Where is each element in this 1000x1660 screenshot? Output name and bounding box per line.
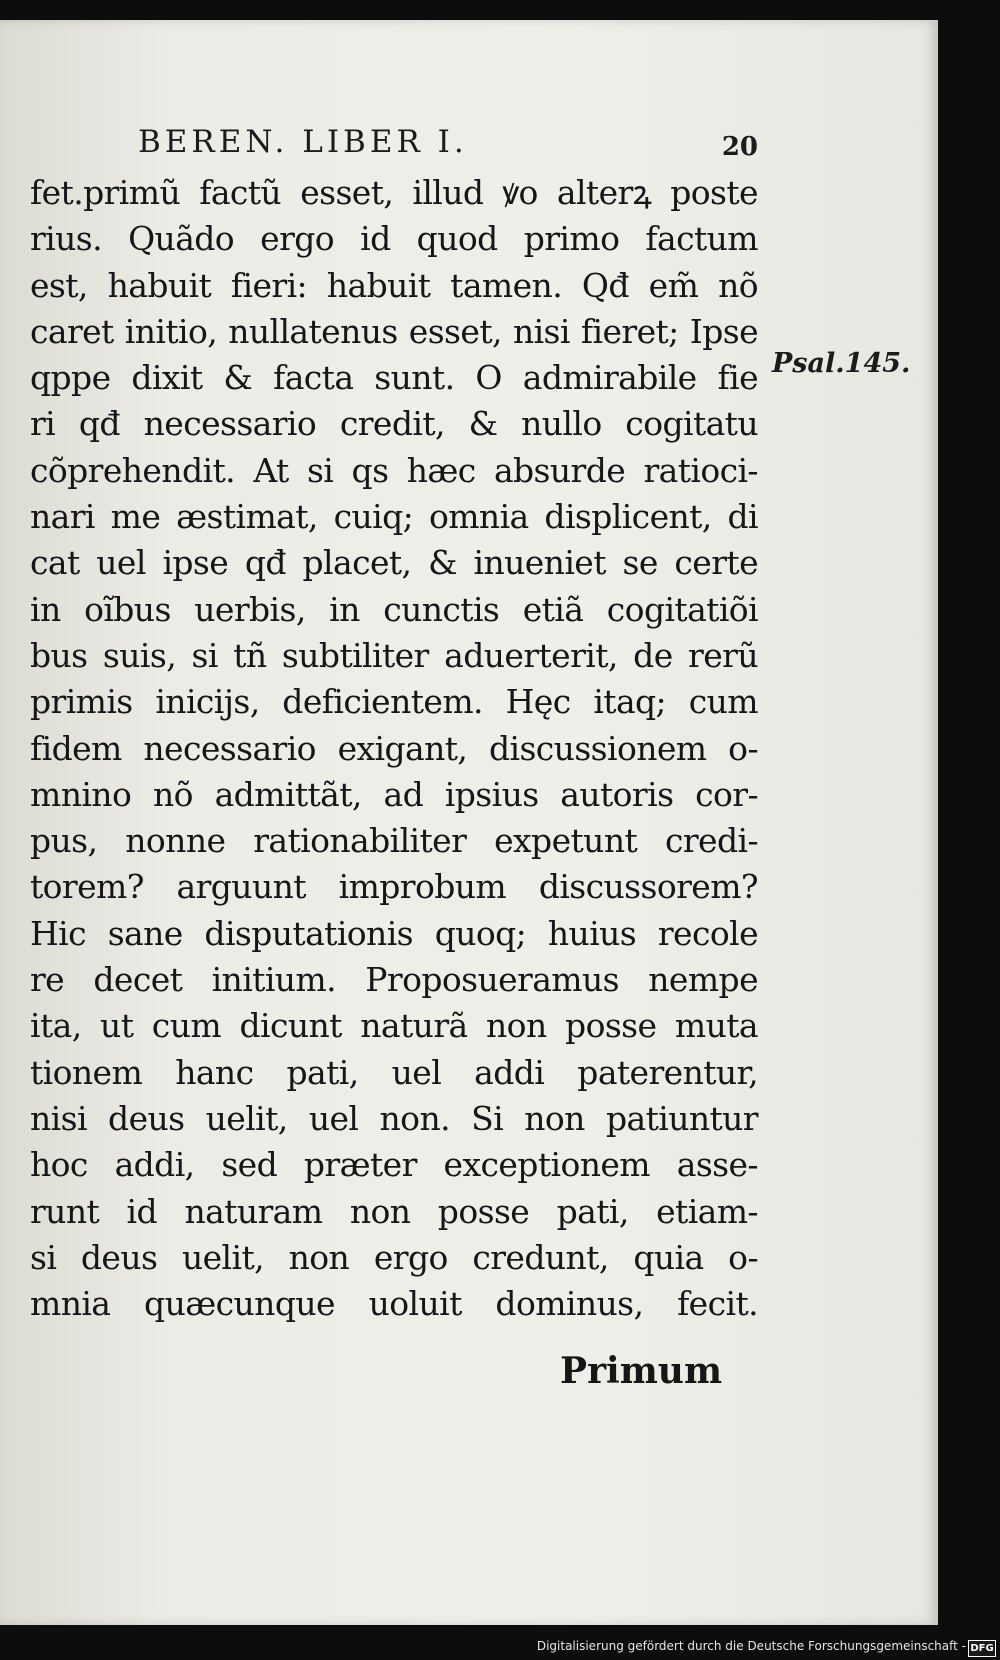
text-line: tionem hanc pati, uel addi paterentur, [30,1052,758,1092]
catchword: Primum [560,1350,723,1392]
text-line: bus suis, si tñ subtiliter aduerterit, de rerũ [30,635,758,675]
text-line: in oĩbus uerbis, in cunctis etiã cogitatiõi [30,589,758,629]
page-header [138,120,758,175]
text-line: torem? arguunt improbum discussorem? [30,867,758,907]
text-line: qppe dixit & facta sunt. O admirabile fie [30,358,758,398]
text-line: rius. Quãdo ergo id quod primo factum [30,219,758,259]
text-line: hoc addi, sed præter exceptionem asse- [30,1145,758,1185]
folio-number: 20 [721,132,758,162]
text-line: primis inicijs, deficientem. Hęc itaq; cum [30,682,758,722]
text-line: est, habuit fieri: habuit tamen. Qđ em̃ nõ [30,265,758,305]
running-title: BEREN. LIBER I. [138,124,468,160]
text-line: mnia quæcunque uoluit dominus, fecit. [30,1284,758,1324]
book-page [0,20,938,1625]
text-line: Hic sane disputationis quoq; huius recole [30,913,758,953]
text-line: mnino nõ admittãt, ad ipsius autoris cor- [30,774,758,814]
text-line: cat uel ipse qđ placet, & inueniet se certe [30,543,758,583]
text-line: fidem necessario exigant, discussionem o- [30,728,758,768]
text-line: nisi deus uelit, uel non. Si non patiuntur [30,1098,758,1138]
marginal-note: Psal.145. [772,348,911,379]
text-line: nari me æstimat, cuiq; omnia displicent, di [30,497,758,537]
footer-bar [0,1637,1000,1660]
text-line: re decet initium. Proposueramus nempe [30,960,758,1000]
text-line: si deus uelit, non ergo credunt, quia o- [30,1237,758,1277]
funding-credit: Digitalisierung gefördert durch die Deutsche Forschungsgemeinschaft - [536,1639,966,1653]
body-text [30,170,758,1327]
text-line: pus, nonne rationabiliter expetunt credi- [30,821,758,861]
text-line: ri qđ necessario credit, & nullo cogitatu [30,404,758,444]
text-line: ita, ut cum dicunt naturã non posse muta [30,1006,758,1046]
text-line: caret initio, nullatenus esset, nisi fieret; Ipse [30,311,758,351]
text-line: fet.primũ factũ esset, illud ꝟo alterꝝ poste [30,173,758,212]
text-line: runt id naturam non posse pati, etiam- [30,1191,758,1231]
text-line: cõprehendit. At si qs hæc absurde ratioci- [30,450,758,490]
dfg-logo-icon: DFG [968,1640,996,1657]
